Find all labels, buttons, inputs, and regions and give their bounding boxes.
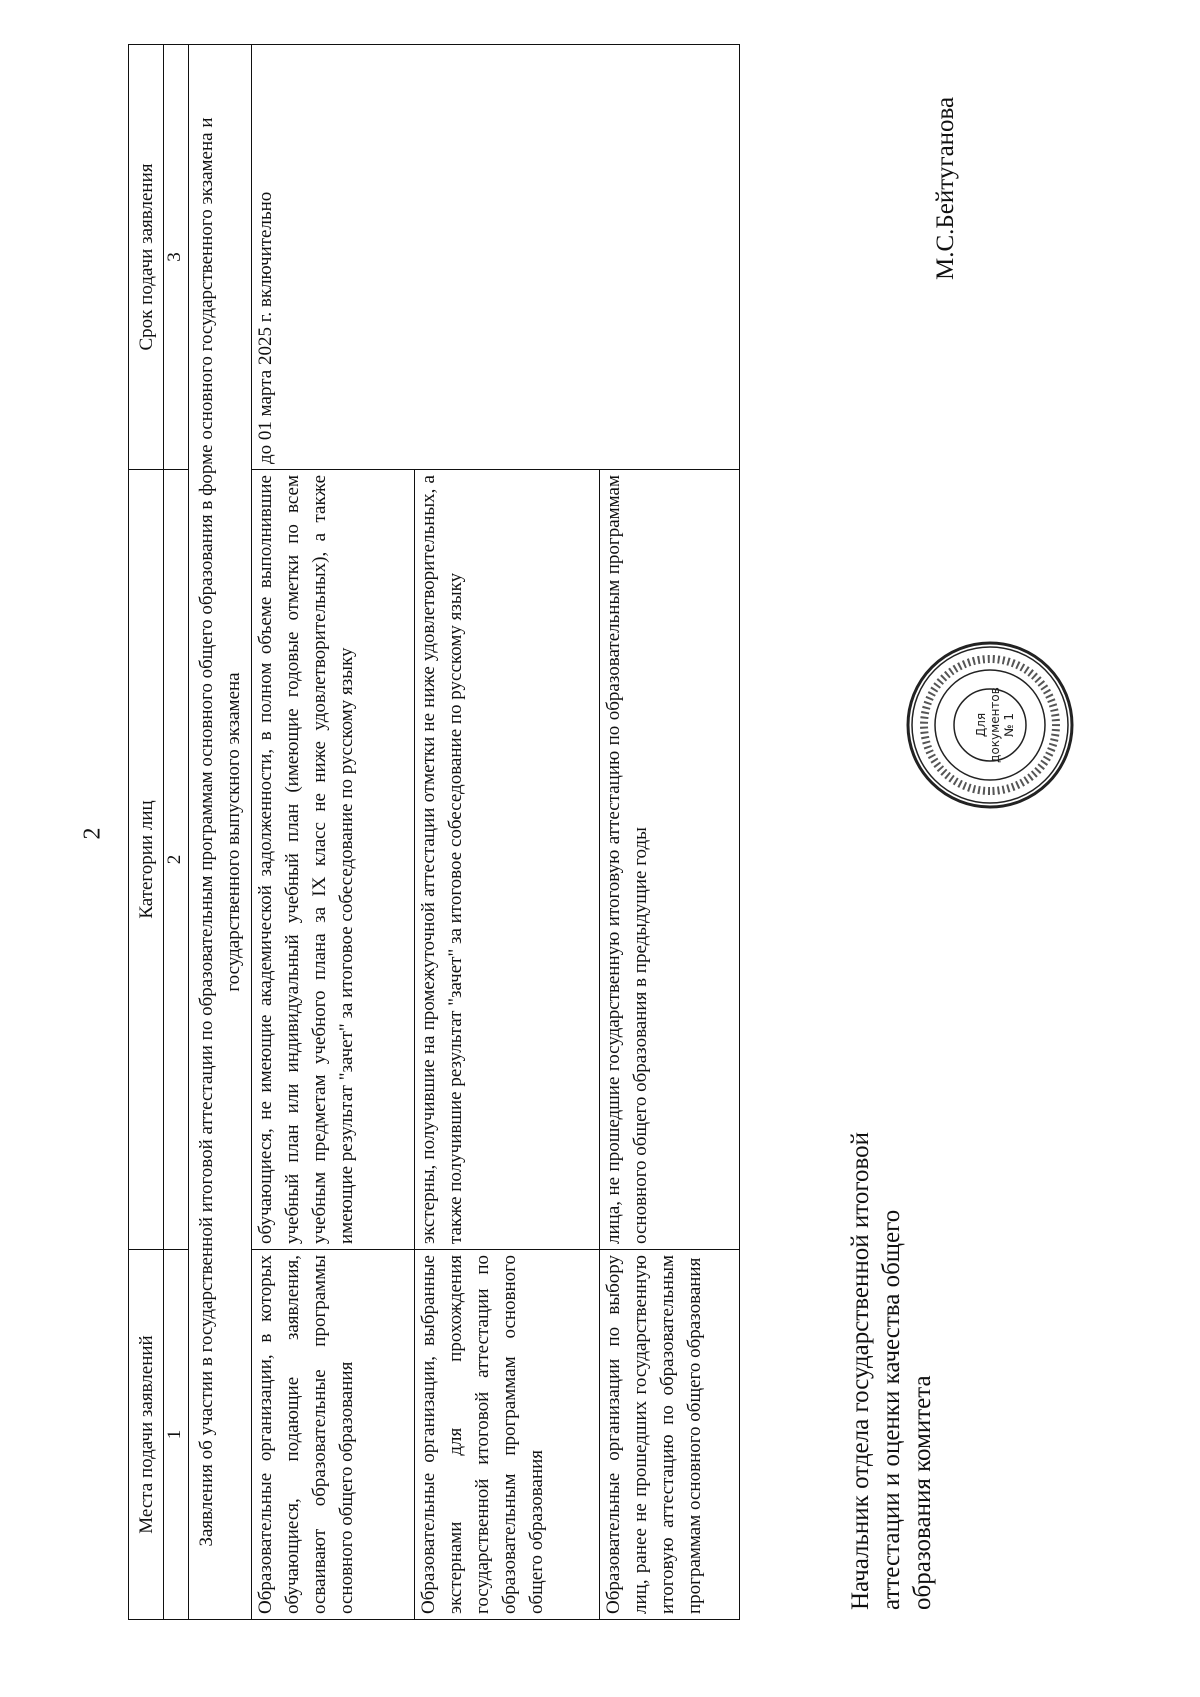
column-number: 2 [164, 470, 189, 1250]
signature-name: М.С.Бейтуганова [932, 96, 959, 280]
rotated-content [128, 45, 778, 1620]
header-categories: Категории лиц [129, 470, 164, 1250]
section-row [189, 45, 252, 1620]
page-number: 2 [79, 827, 106, 840]
category-cell: лица, не прошедшие государственную итоговую аттестацию по образовательным программам основного общего образования в предыдущие годы [600, 470, 740, 1250]
section-title: Заявления об участии в государственной итоговой аттестации по образовательным программам основного общего образования в форме основного государственного экзамена и государственного выпускного экзамена [189, 45, 252, 1620]
place-cell: Образовательные организации по выбору лиц, ранее не прошедших государственную итоговую аттестацию по образовательным программам основного общего образования [600, 1250, 740, 1620]
header-deadline: Срок подачи заявления [129, 45, 164, 470]
category-cell: экстерны, получившие на промежуточной аттестации отметки не ниже удовлетворительных, а также получившие результат "зачет" за итоговое собеседование по русскому языку [415, 470, 600, 1250]
signature-position: Начальник отдела государственной итоговой аттестации и оценки качества общего образования комитета [847, 1131, 936, 1610]
stamp-inner-text: документов [988, 687, 1002, 763]
stamp-inner-text: Для [974, 712, 988, 738]
table-row [252, 45, 415, 1620]
official-stamp [905, 640, 1075, 810]
header-row [129, 45, 164, 1620]
deadline-cell: до 01 марта 2025 г. включительно [252, 45, 740, 470]
stamp-inner-text: № 1 [1002, 713, 1016, 737]
header-places: Места подачи заявлений [129, 1250, 164, 1620]
applications-table [128, 44, 740, 1620]
category-cell: обучающиеся, не имеющие академической задолженности, в полном объеме выполнившие учебный план или индивидуальный учебный план (имеющие годовые отметки по всем учебным предметам учебного плана за IX класс не ниже удовлетворительных), а также имеющие результат "зачет" за итоговое собеседование по русскому языку [252, 470, 415, 1250]
column-number-row [164, 45, 189, 1620]
place-cell: Образовательные организации, выбранные экстернами для прохождения государственной итоговой аттестации по образовательным программам основного общего образования [415, 1250, 600, 1620]
place-cell: Образовательные организации, в которых обучающиеся, подающие заявления, осваивают образовательные программы основного общего образования [252, 1250, 415, 1620]
column-number: 1 [164, 1250, 189, 1620]
column-number: 3 [164, 45, 189, 470]
